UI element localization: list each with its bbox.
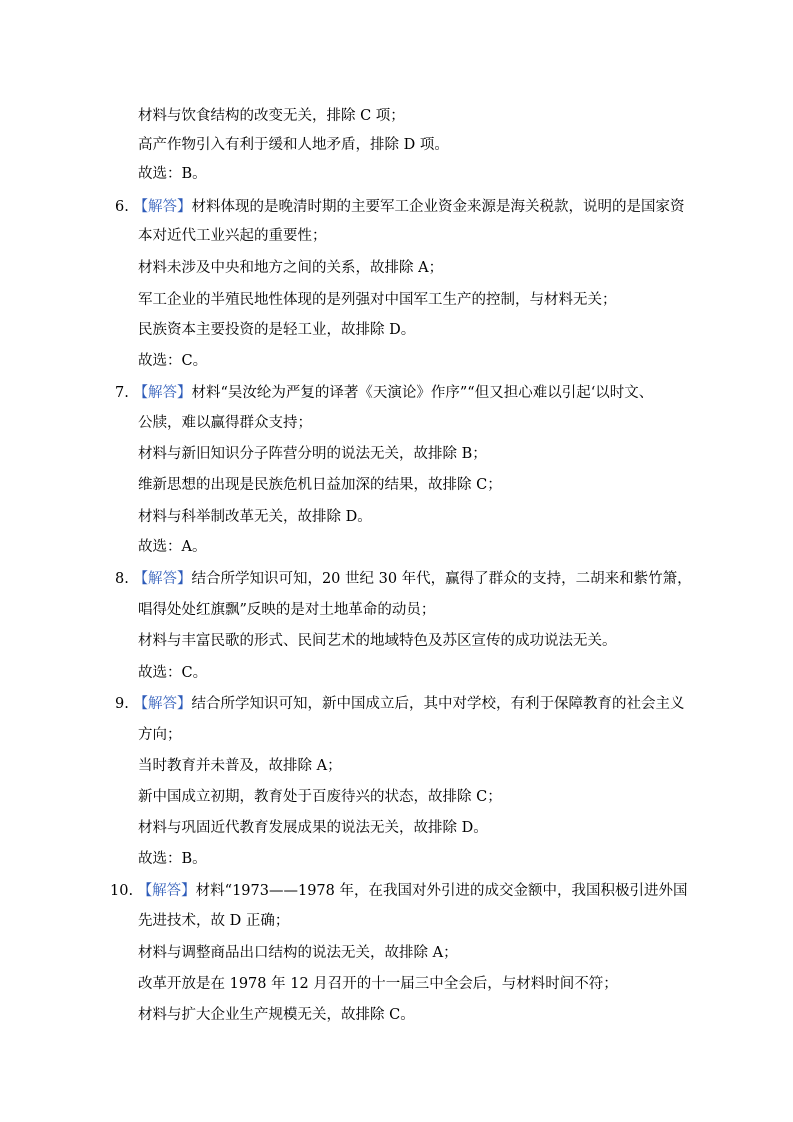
question-number: 8. <box>115 571 129 587</box>
text-line: 材料与调整商品出口结构的说法无关，故排除 A； <box>138 945 458 961</box>
answer-tag: 【解答】 <box>133 571 192 587</box>
text-line: 材料与巩固近代教育发展成果的说法无关，故排除 D。 <box>138 820 488 836</box>
text-line: 材料与丰富民歌的形式、民间艺术的地域特色及苏区宣传的成功说法无关。 <box>138 633 617 649</box>
text-line: 故选：C。 <box>138 665 208 681</box>
text-line: 维新思想的出现是民族危机日益加深的结果，故排除 C； <box>138 477 502 493</box>
question-6-line: 6. 【解答】材料体现的是晚清时期的主要军工企业资金来源是海关税款，说明的是国家资 <box>115 199 685 215</box>
text-line: 唱得处处红旗飘”反映的是对土地革命的动员； <box>138 602 436 618</box>
text-line: 先进技术，故 D 正确； <box>138 913 290 929</box>
text-line: 公牍，难以赢得群众支持； <box>138 415 312 431</box>
question-number: 7. <box>115 385 129 401</box>
text-line: 当时教育并未普及，故排除 A； <box>138 758 342 774</box>
answer-tag: 【解答】 <box>133 696 192 712</box>
text-line: 材料与扩大企业生产规模无关，故排除 C。 <box>138 1007 415 1023</box>
text-line: 材料与新旧知识分子阵营分明的说法无关，故排除 B； <box>138 446 487 462</box>
answer-tag: 【解答】 <box>137 883 196 899</box>
text-line: 材料与科举制改革无关，故排除 D。 <box>138 509 372 525</box>
question-number: 10. <box>110 883 134 899</box>
question-number: 6. <box>115 199 129 215</box>
text-line: 方向； <box>138 727 182 743</box>
answer-tag: 【解答】 <box>133 385 192 401</box>
text-line: 高产作物引入有利于缓和人地矛盾，排除 D 项。 <box>138 137 449 153</box>
text-line: 本对近代工业兴起的重要性； <box>138 228 327 244</box>
text-line: 民族资本主要投资的是轻工业，故排除 D。 <box>138 322 416 338</box>
text-line: 故选：B。 <box>138 166 207 182</box>
text-line: 故选：B。 <box>138 851 207 867</box>
question-10-line: 10. 【解答】材料“1973——1978 年，在我国对外引进的成交金额中，我国积极引进外国 <box>110 883 688 899</box>
text-line: 改革开放是在 1978 年 12 月召开的十一届三中全会后，与材料时间不符； <box>138 976 618 992</box>
text-line: 材料与饮食结构的改变无关，排除 C 项； <box>138 108 405 124</box>
text-line: 故选：A。 <box>138 539 207 555</box>
text-line: 材料未涉及中央和地方之间的关系，故排除 A； <box>138 260 444 276</box>
text-line: 新中国成立初期，教育处于百废待兴的状态，故排除 C； <box>138 789 502 805</box>
answer-tag: 【解答】 <box>133 199 192 215</box>
text-line: 故选：C。 <box>138 353 208 369</box>
question-9-line: 9. 【解答】结合所学知识可知，新中国成立后，其中对学校，有利于保障教育的社会主义 <box>115 696 685 712</box>
question-7-line: 7. 【解答】材料“吴汝纶为严复的译著《天演论》作序”“但又担心难以引起‘以时文、 <box>115 385 654 401</box>
question-number: 9. <box>115 696 129 712</box>
question-8-line: 8. 【解答】结合所学知识可知，20 世纪 30 年代，赢得了群众的支持，二胡来和紫竹箫， <box>115 571 692 587</box>
text-line: 军工企业的半殖民地性体现的是列强对中国军工生产的控制，与材料无关； <box>138 292 617 308</box>
